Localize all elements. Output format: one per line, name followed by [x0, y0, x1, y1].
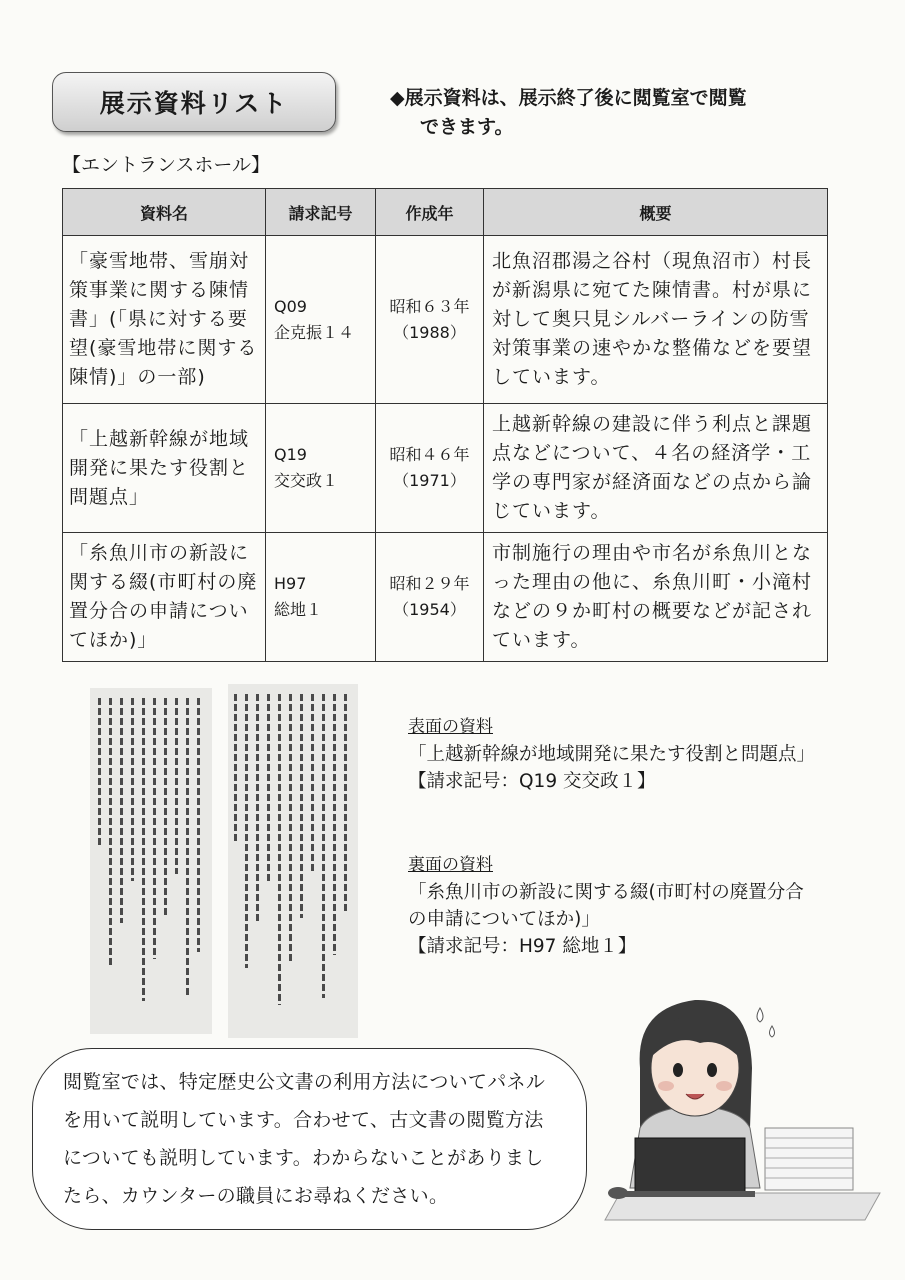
- page-title: 展示資料リスト: [52, 72, 336, 132]
- laptop-icon: [625, 1138, 755, 1197]
- row-code-b: 総地１: [274, 600, 323, 619]
- viewing-note: [390, 84, 830, 142]
- row-name: 「糸魚川市の新設に関する綴(市町村の廃置分合の申請についてほか)」: [63, 533, 266, 662]
- scan-text-column: [278, 694, 281, 1005]
- row-year-a: 昭和２９年: [389, 574, 470, 593]
- document-scan-image-2: [228, 684, 358, 1038]
- header-summary: 概要: [484, 189, 828, 236]
- row-code-a: Q09: [274, 296, 307, 316]
- scan-text-column: [164, 698, 167, 916]
- row-name: 「上越新幹線が地域開発に果たす役割と問題点」: [63, 404, 266, 533]
- scan-text-column: [153, 698, 156, 959]
- row-year-b: （1954）: [393, 600, 466, 619]
- table-row: [63, 236, 828, 404]
- table-header-row: [63, 189, 828, 236]
- scan-text-column: [245, 694, 248, 968]
- paper-stack-icon: [765, 1128, 853, 1190]
- caption-back-title: 「糸魚川市の新設に関する綴(市町村の廃置分合の申請についてほか)」: [408, 882, 804, 930]
- scan-text-column: [344, 694, 347, 911]
- scan-text-column: [289, 694, 292, 961]
- row-code-b: 企克振１４: [274, 322, 355, 342]
- row-code-a: H97: [274, 574, 307, 593]
- scan-text-column: [142, 698, 145, 1001]
- row-year-b: （1971）: [393, 471, 466, 490]
- row-code: [266, 236, 376, 404]
- row-year: [376, 404, 484, 533]
- caption-front-label: 表面の資料: [408, 717, 493, 737]
- scan-text-column: [175, 698, 178, 874]
- row-code-b: 交交政１: [274, 471, 339, 490]
- row-code-a: Q19: [274, 445, 307, 464]
- caption-back-label: 裏面の資料: [408, 855, 493, 875]
- scan-text-column: [109, 698, 112, 965]
- row-code: [266, 404, 376, 533]
- header-name: 資料名: [63, 189, 266, 236]
- viewing-note-line1: ◆展示資料は、展示終了後に閲覧室で閲覧: [390, 87, 747, 109]
- scan-text-column: [333, 694, 336, 955]
- viewing-note-line2: できます。: [420, 116, 514, 138]
- scan-text-column: [267, 694, 270, 881]
- scan-text-column: [256, 694, 259, 924]
- scan-text-column: [120, 698, 123, 923]
- row-year: [376, 236, 484, 404]
- scan-text-column: [98, 698, 101, 845]
- row-year-a: 昭和４６年: [389, 445, 470, 464]
- exhibit-table: [62, 188, 828, 662]
- table-row: [63, 404, 828, 533]
- row-year: [376, 533, 484, 662]
- row-year-a: 昭和６３年: [389, 296, 470, 316]
- caption-back: [408, 852, 808, 960]
- row-summary: 北魚沼郡湯之谷村（現魚沼市）村長が新潟県に宛てた陳情書。村が県に対して奥只見シルバーラインの防雪対策事業の速やかな整備などを要望しています。: [484, 236, 828, 404]
- caption-front: [408, 714, 816, 795]
- speech-bubble-text: 閲覧室では、特定歴史公文書の利用方法についてパネルを用いて説明しています。合わせて、古文書の閲覧方法についても説明しています。わからないことがありましたら、カウンターの職員にお尋ねください。: [63, 1071, 546, 1207]
- header-year: 作成年: [376, 189, 484, 236]
- row-summary: 上越新幹線の建設に伴う利点と課題点などについて、４名の経済学・工学の専門家が経済面などの点から論じています。: [484, 404, 828, 533]
- scan-text-column: [197, 698, 200, 952]
- speech-bubble: [32, 1048, 587, 1230]
- row-name: 「豪雪地帯、雪崩対策事業に関する陳情書」(「県に対する要望(豪雪地帯に関する陳情)」の一部): [63, 236, 266, 404]
- scan-text-column: [186, 698, 189, 995]
- staff-illustration: [600, 988, 890, 1228]
- caption-front-title: 「上越新幹線が地域開発に果たす役割と問題点」: [408, 744, 816, 765]
- table-row: [63, 533, 828, 662]
- scan-text-column: [234, 694, 237, 844]
- scan-text-column: [322, 694, 325, 998]
- document-scan-image-1: [90, 688, 212, 1034]
- caption-back-code: 【請求記号：H97 総地１】: [408, 936, 637, 957]
- caption-front-code: 【請求記号：Q19 交交政１】: [408, 771, 656, 792]
- row-summary: 市制施行の理由や市名が糸魚川となった理由の他に、糸魚川町・小滝村などの９か町村の概要などが記されています。: [484, 533, 828, 662]
- header-code: 請求記号: [266, 189, 376, 236]
- scan-text-column: [311, 694, 314, 874]
- row-code: [266, 533, 376, 662]
- row-year-b: （1988）: [393, 322, 466, 342]
- section-label: 【エントランスホール】: [62, 154, 271, 176]
- scan-text-column: [131, 698, 134, 881]
- scan-text-column: [300, 694, 303, 918]
